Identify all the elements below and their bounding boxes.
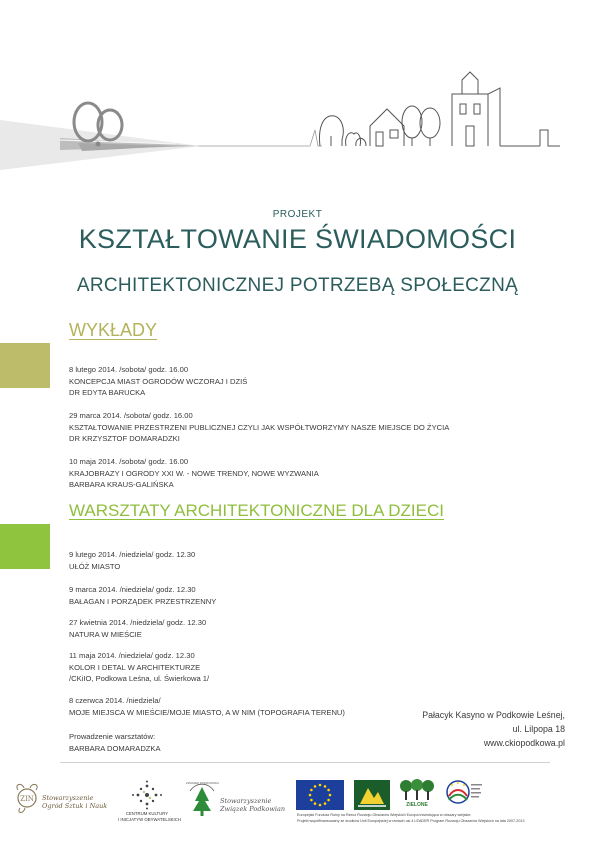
event-date: 11 maja 2014. /niedziela/ godz. 12.30 bbox=[69, 651, 195, 660]
event-title: UŁÓŻ MIASTO bbox=[69, 561, 121, 571]
logo5-text: ZIELONE bbox=[406, 802, 428, 808]
centrum-kultury-logo bbox=[118, 780, 181, 824]
event-title: KSZTAŁTOWANIE PRZESTRZENI PUBLICZNEJ CZYLI JAK WSPÓŁTWORZYMY NASZE MIEJSCE DO ŻYCIA bbox=[69, 422, 450, 432]
venue-info bbox=[422, 708, 565, 750]
event-title: BAŁAGAN I PORZĄDEK PRZESTRZENNY bbox=[69, 596, 217, 606]
workshop-lead bbox=[69, 731, 161, 754]
svg-text:ZIN: ZIN bbox=[20, 795, 34, 803]
event-title: KOLOR I DETAL W ARCHITEKTURZE bbox=[69, 662, 201, 672]
event-speaker: DR KRZYSZTOF DOMARADZKI bbox=[69, 434, 180, 443]
logo3-ring-text: ZWIĄZEK PODKOWIAN bbox=[186, 781, 219, 785]
footer-divider bbox=[60, 762, 550, 763]
event-date: 8 czerwca 2014. /niedziela/ bbox=[69, 696, 161, 705]
event-date: 10 maja 2014. /sobota/ godz. 16.00 bbox=[69, 457, 189, 466]
event-date: 9 lutego 2014. /niedziela/ godz. 12.30 bbox=[69, 550, 196, 559]
logo3-line2: Związek Podkowian bbox=[220, 805, 286, 813]
lecture-item bbox=[69, 410, 449, 445]
eu-flag-icon bbox=[296, 780, 344, 810]
workshop-item bbox=[69, 617, 206, 640]
workshops-heading: WARSZTATY ARCHITEKTONICZNE DLA DZIECI bbox=[69, 501, 444, 520]
lectures-color-block bbox=[0, 343, 50, 388]
logo2-line1: CENTRUM KULTURY bbox=[125, 811, 169, 816]
event-date: 29 marca 2014. /sobota/ godz. 16.00 bbox=[69, 411, 193, 420]
ornament-icon bbox=[12, 780, 42, 816]
lead-name: BARBARA DOMARADZKA bbox=[69, 743, 161, 753]
zwiazek-podkowian-logo bbox=[186, 779, 286, 823]
event-date: 9 marca 2014. /niedziela/ godz. 12.30 bbox=[69, 585, 196, 594]
event-title: KRAJOBRAZY I OGRODY XXI W. - NOWE TRENDY, NOWE WYZWANIA bbox=[69, 468, 319, 478]
zielone-logo bbox=[398, 778, 436, 812]
workshops-color-block bbox=[0, 524, 50, 569]
funding-notice bbox=[297, 812, 587, 824]
event-title: KONCEPCJA MIAST OGRODÓW WCZORAJ I DZIŚ bbox=[69, 376, 248, 386]
workshop-item bbox=[69, 695, 345, 718]
project-label: PROJEKT bbox=[272, 209, 323, 220]
lecture-item bbox=[69, 456, 319, 491]
venue-address: ul. Lilpopa 18 bbox=[512, 724, 565, 734]
event-note: /CKiIO, Podkowa Leśna, ul. Świerkowa 1/ bbox=[69, 674, 210, 683]
ogrod-sztuk-logo bbox=[12, 780, 112, 820]
leader-logo-icon bbox=[354, 780, 390, 810]
starburst-icon bbox=[118, 780, 176, 810]
funding-line2: Projekt współfinansowany ze środków Unii Europejskiej w ramach osi 4 LEADER Program Rozwoju Obszarów Wiejskich na lata 2007-2013 bbox=[297, 819, 525, 823]
event-title: NATURA W MIEŚCIE bbox=[69, 629, 142, 639]
trees-icon bbox=[398, 778, 436, 802]
workshop-item bbox=[69, 650, 209, 685]
title-line-1: KSZTAŁTOWANIE ŚWIADOMOŚCI bbox=[78, 224, 517, 254]
scissors-icon bbox=[0, 103, 200, 170]
lead-label: Prowadzenie warsztatów: bbox=[69, 732, 156, 741]
logo1-line1: Stowarzyszenie bbox=[42, 794, 94, 802]
workshop-item bbox=[69, 584, 216, 607]
prow-logo-icon bbox=[444, 778, 484, 808]
event-speaker: BARBARA KRAUS-GALIŃSKA bbox=[69, 480, 174, 489]
workshop-item bbox=[69, 549, 195, 572]
tree-emblem-icon bbox=[186, 779, 218, 819]
event-title: MOJE MIEJSCA W MIEŚCIE/MOJE MIASTO, A W NIM (TOPOGRAFIA TERENU) bbox=[69, 707, 345, 717]
logo3-line1: Stowarzyszenie bbox=[220, 797, 272, 805]
event-date: 8 lutego 2014. /sobota/ godz. 16.00 bbox=[69, 365, 189, 374]
lectures-heading: WYKŁADY bbox=[69, 320, 158, 340]
event-date: 27 kwietnia 2014. /niedziela/ godz. 12.30 bbox=[69, 618, 207, 627]
title-line-2: ARCHITEKTONICZNEJ POTRZEBĄ SPOŁECZNĄ bbox=[76, 275, 519, 296]
event-speaker: DR EDYTA BARUCKA bbox=[69, 388, 146, 397]
logo1-line2: Ogród Sztuk i Nauk bbox=[42, 802, 108, 810]
funding-line1: Europejski Fundusz Rolny na Rzecz Rozwoju Obszarów Wiejskich Europa inwestująca w obszary wiejskie. bbox=[297, 813, 472, 817]
lecture-item bbox=[69, 364, 247, 399]
venue-website[interactable]: www.ckiopodkowa.pl bbox=[483, 738, 565, 748]
logo2-line2: I INICJATYW OBYWATELSKICH bbox=[118, 816, 181, 822]
venue-name: Pałacyk Kasyno w Podkowie Leśnej, bbox=[422, 710, 565, 720]
scissors-town-illustration bbox=[0, 60, 595, 170]
